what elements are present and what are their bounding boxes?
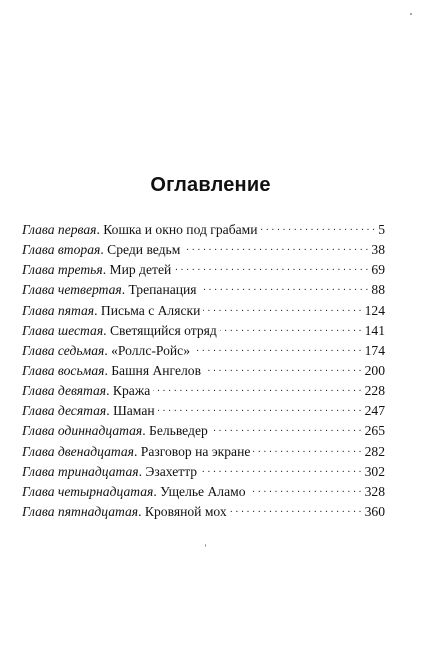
toc-entry [22, 421, 385, 441]
chapter-title: Кошка и окно под грабами [103, 222, 258, 237]
chapter-number: Глава четырнадцатая [22, 483, 154, 499]
page-number: 5 [378, 222, 385, 237]
toc-entry [22, 280, 385, 300]
page-number: 265 [364, 423, 385, 439]
chapter-number: Глава первая [22, 222, 97, 237]
dot-leader [204, 363, 362, 375]
chapter-number: Глава четвертая [22, 282, 122, 298]
toc-entry [22, 462, 385, 482]
toc-entry-label: Глава пятая. Письма с Аляски [22, 302, 201, 318]
chapter-title: Трепанация [128, 282, 197, 298]
chapter-title: Кровяной мох [144, 503, 227, 519]
page-number: 124 [364, 302, 385, 318]
toc-entry [22, 321, 385, 341]
toc-entry-label: Глава тринадцатая. Эзахеттр [22, 463, 198, 479]
page-number: 141 [364, 322, 385, 338]
chapter-number: Глава одиннадцатая [22, 423, 143, 439]
toc-entry-label: Глава пятнадцатая. Кровяной мох [22, 503, 227, 519]
toc-entry [22, 301, 385, 321]
page-number: 360 [364, 503, 385, 519]
chapter-title: Башня Ангелов [111, 362, 201, 378]
paper-speck [205, 544, 206, 547]
dot-leader [193, 343, 362, 355]
chapter-number: Глава тринадцатая [22, 463, 139, 479]
toc-entry-label: Глава вторая. Среди ведьм [22, 242, 181, 258]
toc-entry [22, 502, 385, 522]
page-number: 228 [364, 383, 385, 399]
dot-leader [203, 303, 361, 315]
chapter-title: Письма с Аляски [100, 302, 201, 318]
dot-leader [249, 484, 362, 496]
toc-entry-label: Глава двенадцатая. Разговор на экране [22, 443, 251, 459]
toc-entry-label: Глава восьмая. Башня Ангелов [22, 362, 201, 378]
toc-entry [22, 482, 385, 502]
dot-leader [211, 423, 362, 435]
chapter-title: Эзахеттр [145, 463, 198, 479]
toc-entry [22, 240, 385, 260]
chapter-title: Светящийся отряд [109, 322, 217, 338]
dot-leader [200, 282, 369, 294]
chapter-number: Глава пятая [22, 302, 95, 318]
chapter-title: Среди ведьм [107, 242, 181, 258]
page-number: 200 [364, 362, 385, 378]
page-number: 247 [364, 403, 385, 419]
toc-entry-label: Глава десятая. Шаман [22, 403, 155, 419]
toc-entry [22, 401, 385, 421]
page-title: Оглавление [150, 174, 271, 196]
toc-entry [22, 442, 385, 462]
chapter-number: Глава десятая [22, 403, 107, 419]
dot-leader [158, 403, 362, 415]
toc-entry-label: Глава четырнадцатая. Ущелье Аламо [22, 483, 246, 499]
chapter-number: Глава пятнадцатая [22, 503, 139, 519]
chapter-number: Глава девятая [22, 383, 107, 399]
dot-leader [220, 323, 362, 335]
chapter-number: Глава двенадцатая [22, 443, 134, 459]
chapter-title: Ущелье Аламо [160, 483, 246, 499]
chapter-number: Глава третья [22, 262, 103, 278]
chapter-title: Шаман [113, 403, 155, 419]
toc-entry-label: Глава девятая. Кража [22, 383, 151, 399]
dot-leader [200, 464, 362, 476]
page-number: 328 [364, 483, 385, 499]
toc-entry-label: Глава третья. Мир детей [22, 262, 172, 278]
toc-entry [22, 341, 385, 361]
toc-entry [22, 220, 385, 240]
toc-entry-label: Глава шестая. Светящийся отряд [22, 322, 217, 338]
page-number: 302 [364, 463, 385, 479]
chapter-title: Мир детей [109, 262, 172, 278]
toc-entry-label: Глава одиннадцатая. Бельведер [22, 423, 208, 439]
page-number: 88 [371, 282, 385, 298]
toc-entry-label: Глава седьмая. «Роллс-Ройс» [22, 342, 190, 358]
chapter-number: Глава шестая [22, 322, 104, 338]
dot-leader [174, 262, 368, 274]
toc-entry [22, 260, 385, 280]
chapter-title: Кража [112, 383, 151, 399]
dot-leader [153, 383, 361, 395]
chapter-title: Бельведер [149, 423, 208, 439]
toc-entry-label: Глава первая. Кошка и окно под грабами [22, 222, 258, 237]
dot-leader [183, 242, 368, 254]
chapter-title: «Роллс-Ройс» [111, 342, 190, 358]
page-number: 38 [371, 242, 385, 258]
chapter-number: Глава восьмая [22, 362, 105, 378]
dot-leader [261, 222, 376, 234]
chapter-number: Глава седьмая [22, 342, 105, 358]
toc-entry [22, 381, 385, 401]
page-number: 69 [371, 262, 385, 278]
paper-speck [410, 13, 412, 15]
dot-leader [253, 444, 361, 456]
page-number: 282 [364, 443, 385, 459]
page-number: 174 [364, 342, 385, 358]
toc-entry-label: Глава четвертая. Трепанация [22, 282, 197, 298]
table-of-contents [22, 220, 385, 522]
chapter-title: Разговор на экране [140, 443, 251, 459]
dot-leader [230, 504, 362, 516]
toc-entry [22, 361, 385, 381]
chapter-number: Глава вторая [22, 242, 101, 258]
